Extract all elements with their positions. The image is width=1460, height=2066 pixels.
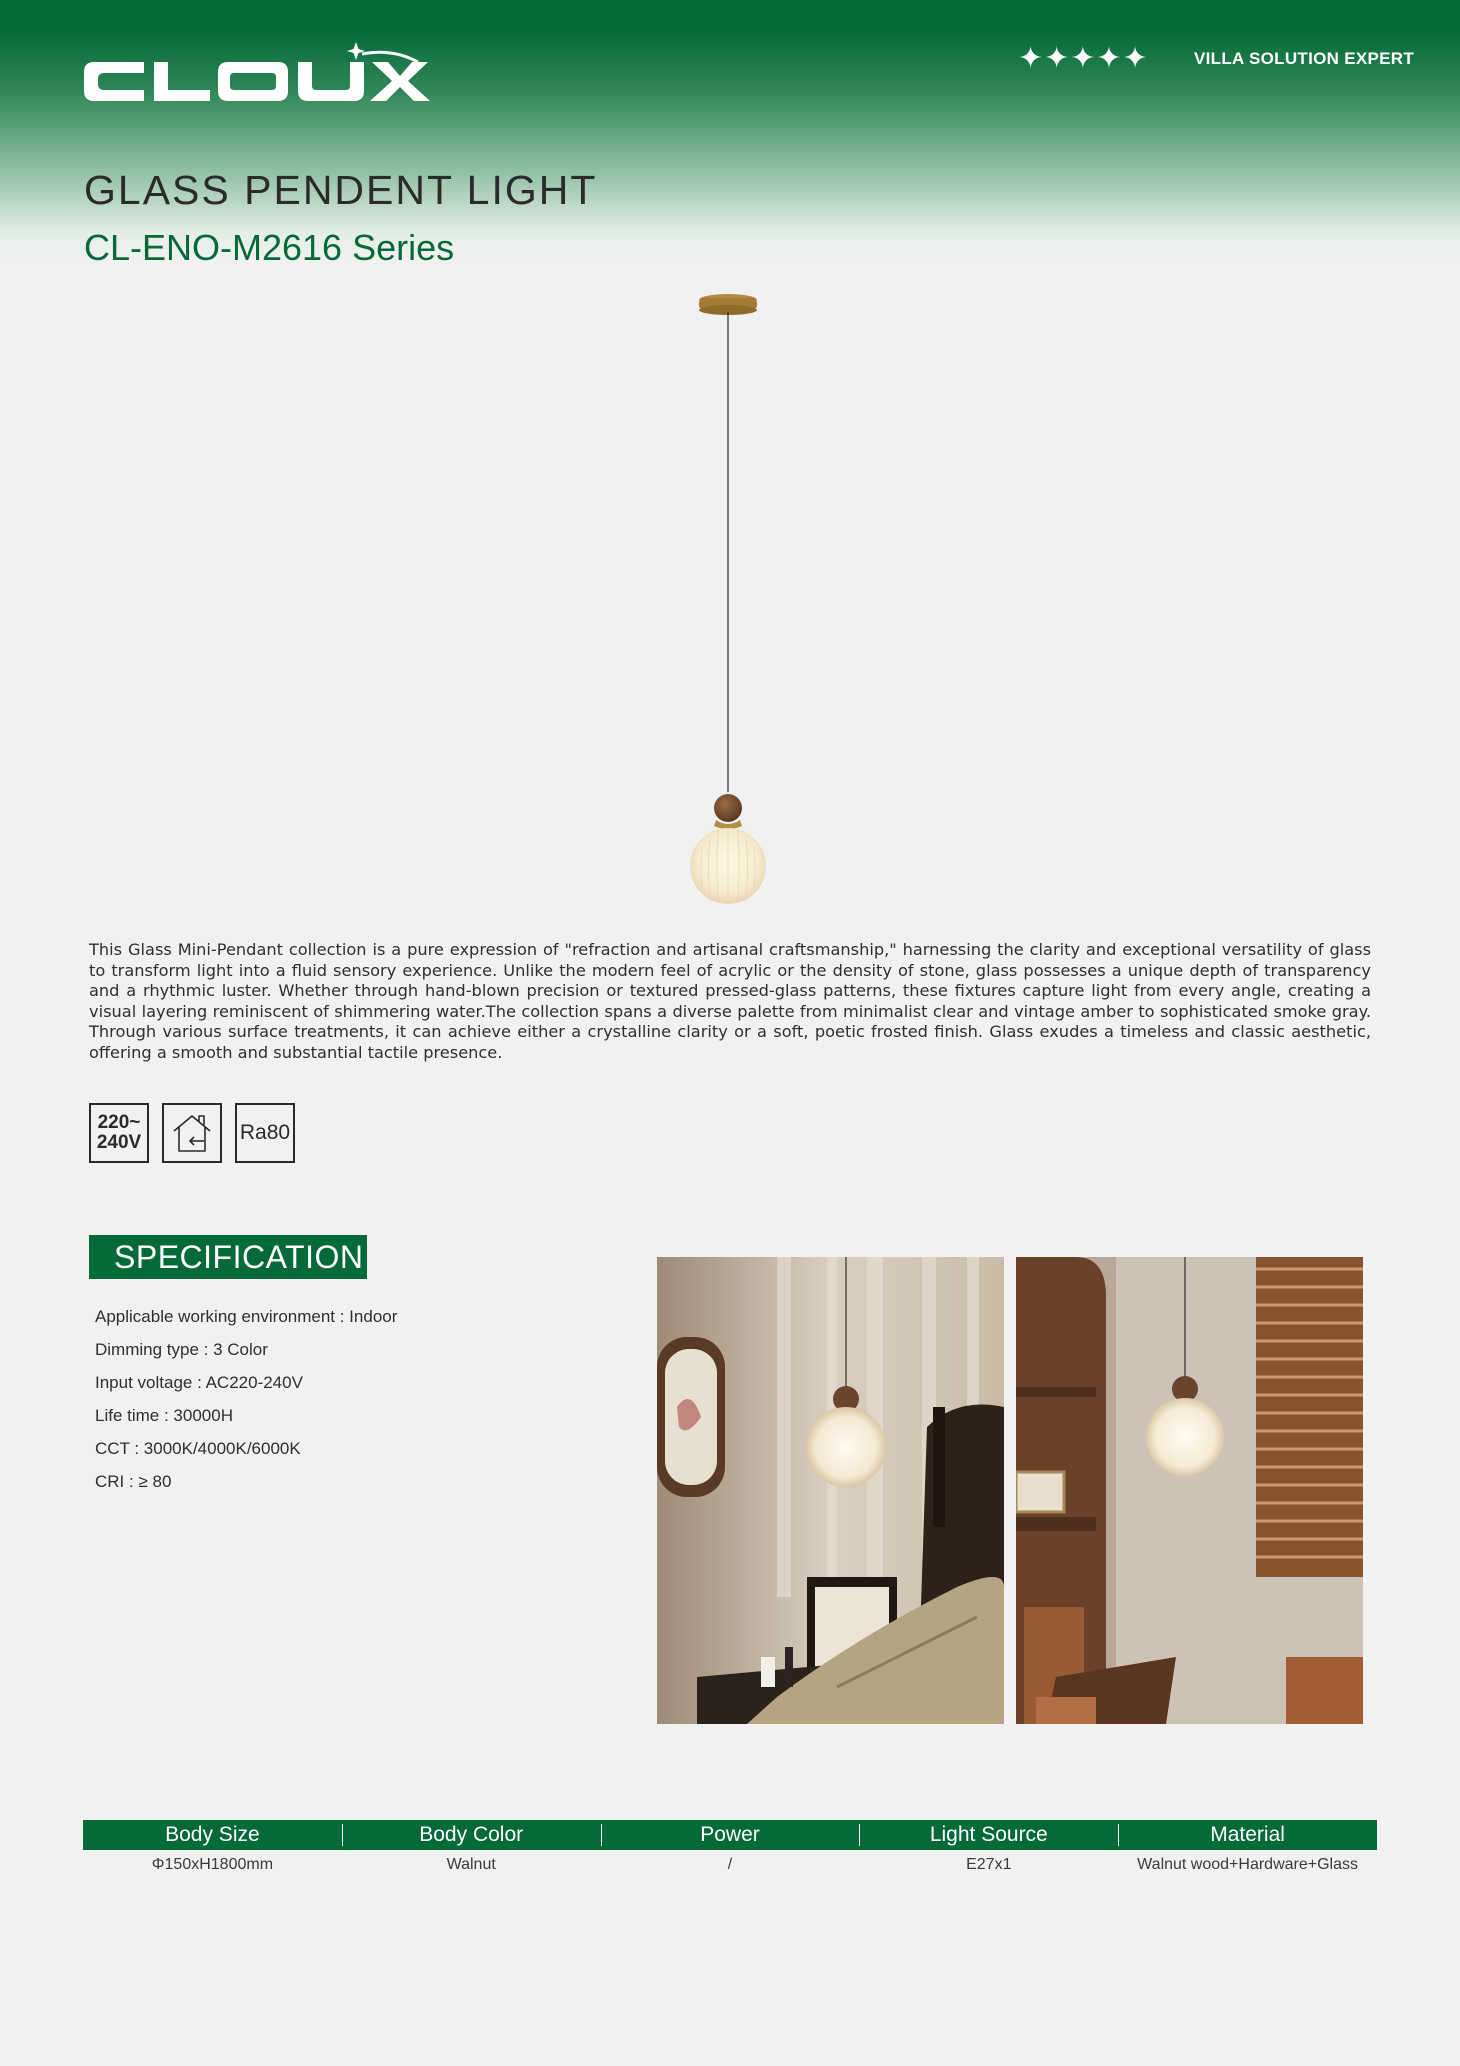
table-row: [83, 1850, 1377, 1880]
table-header-row: [83, 1820, 1377, 1850]
indoor-house-icon: [162, 1103, 222, 1163]
table-header-power: Power: [601, 1820, 860, 1850]
table-cell-material: Walnut wood+Hardware+Glass: [1137, 1856, 1358, 1873]
table-header-light-source: Light Source: [859, 1820, 1118, 1850]
pendant-product-image: [680, 290, 780, 920]
table-header-body-color: Body Color: [342, 1820, 601, 1850]
spec-item: Applicable working environment : Indoor: [95, 1307, 398, 1326]
table-header-material: Material: [1118, 1820, 1377, 1850]
voltage-badge: [89, 1103, 149, 1163]
spec-item: Input voltage : AC220-240V: [95, 1373, 303, 1392]
rating-stars: ✦✦✦✦✦: [1018, 41, 1149, 76]
cri-badge: [235, 1103, 295, 1163]
table-header-body-size: Body Size: [165, 1823, 260, 1846]
specification-heading: SPECIFICATION: [89, 1235, 367, 1279]
table-cell-body-color: Walnut: [446, 1856, 496, 1873]
header-background: [0, 0, 1460, 260]
living-room-scene-photo: [1016, 1257, 1363, 1724]
table-cell-body-size: Φ150xH1800mm: [151, 1856, 274, 1873]
product-series: CL-ENO-M2616 Series: [84, 227, 455, 268]
table-cell-power: /: [727, 1856, 733, 1873]
spec-item: CCT : 3000K/4000K/6000K: [95, 1439, 301, 1458]
cri-badge-text: Ra80: [239, 1121, 291, 1144]
specification-list: [95, 1300, 397, 1498]
product-description: This Glass Mini-Pendant collection is a pure expression of "refraction and artisanal craftsmanship," harnessing the clarity and exceptional versatility of glass to transform light into a fluid sensory experience. Unlike the modern feel of acrylic or the density of stone, glass possesses a unique depth of transparency and a rhythmic luster. Whether through hand-blown precision or textured pressed-glass patterns, these fixtures capture light from every angle, creating a visual layering reminiscent of shimmering water.The collection spans a diverse palette from minimalist clear and vintage amber to sophisticated smoke gray. Through various surface treatments, it can achieve either a crystalline clarity or a soft, poetic frosted finish. Glass exudes a timeless and classic aesthetic, offering a smooth and substantial tactile presence.: [89, 940, 1371, 1062]
brand-tagline: VILLA SOLUTION EXPERT: [1194, 49, 1415, 68]
spec-item: Life time : 30000H: [95, 1406, 233, 1425]
product-title: GLASS PENDENT LIGHT: [84, 167, 598, 213]
specs-table: [83, 1820, 1377, 1880]
bedroom-scene-photo: [657, 1257, 1004, 1724]
spec-item: CRI : ≥ 80: [95, 1472, 172, 1491]
voltage-badge-text: 220~ 240V: [96, 1112, 142, 1153]
feature-badges: [89, 1103, 295, 1163]
spec-item: Dimming type : 3 Color: [95, 1340, 268, 1359]
brand-logo: [82, 40, 438, 106]
table-cell-light-source: E27x1: [966, 1856, 1012, 1873]
